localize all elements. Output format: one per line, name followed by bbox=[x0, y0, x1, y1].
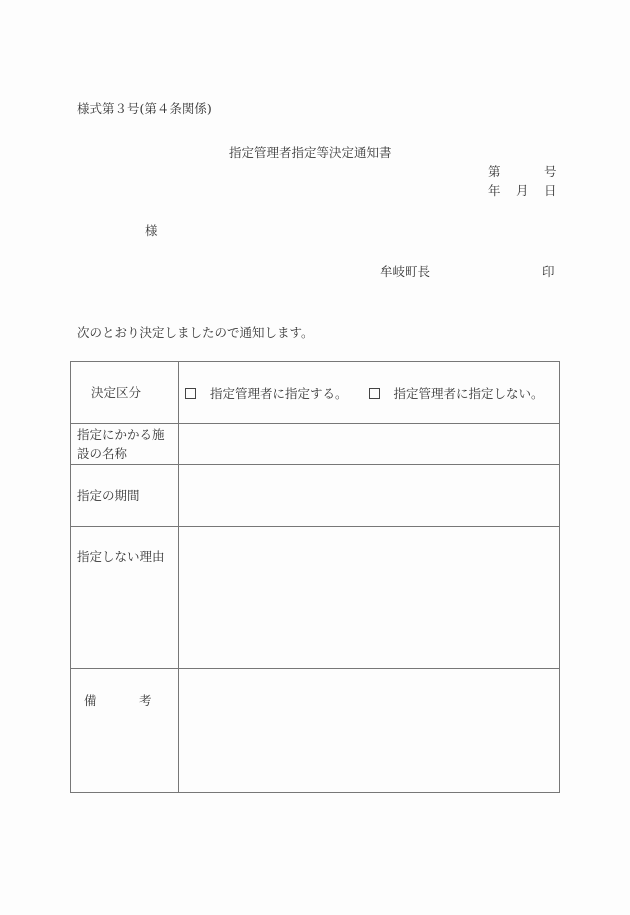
column-divider bbox=[178, 362, 179, 792]
facility-name-label: 指定にかかる施 設の名称 bbox=[77, 427, 165, 461]
checkbox-not-designate[interactable] bbox=[369, 388, 380, 399]
form-number: 様式第３号(第４条関係) bbox=[77, 101, 212, 116]
option-not-designate[interactable] bbox=[369, 384, 544, 402]
remarks-label-b: 考 bbox=[139, 693, 152, 708]
decision-type-label: 決定区分 bbox=[91, 385, 142, 400]
option-not-designate-label: 指定管理者に指定しない。 bbox=[393, 386, 544, 401]
table-row-remarks bbox=[71, 669, 559, 792]
issue-date-year: 年 bbox=[488, 183, 501, 198]
document-title: 指定管理者指定等決定通知書 bbox=[229, 145, 392, 160]
issue-date-day: 日 bbox=[544, 183, 557, 198]
remarks-field[interactable] bbox=[185, 669, 555, 792]
reason-field[interactable] bbox=[185, 527, 555, 668]
facility-name-field[interactable] bbox=[185, 424, 555, 464]
issuer-name: 牟岐町長 bbox=[380, 264, 431, 279]
checkbox-designate[interactable] bbox=[185, 388, 196, 399]
period-label: 指定の期間 bbox=[77, 488, 140, 503]
period-field[interactable] bbox=[185, 465, 555, 526]
table-row-facility-name bbox=[71, 424, 559, 465]
decision-options bbox=[185, 384, 555, 402]
decision-table bbox=[70, 361, 560, 793]
reason-label: 指定しない理由 bbox=[77, 549, 165, 564]
issue-number-suffix: 号 bbox=[544, 164, 557, 179]
table-row-reason bbox=[71, 527, 559, 669]
intro-text: 次のとおり決定しましたので通知します。 bbox=[77, 325, 314, 340]
option-designate[interactable] bbox=[185, 384, 348, 402]
table-row-period bbox=[71, 465, 559, 527]
addressee-suffix: 様 bbox=[145, 223, 158, 238]
issue-number-prefix: 第 bbox=[488, 164, 501, 179]
remarks-label-a: 備 bbox=[84, 693, 97, 708]
seal-mark: 印 bbox=[542, 264, 555, 279]
issue-date-month: 月 bbox=[516, 183, 529, 198]
table-row-decision-type bbox=[71, 362, 559, 424]
option-designate-label: 指定管理者に指定する。 bbox=[210, 386, 348, 401]
